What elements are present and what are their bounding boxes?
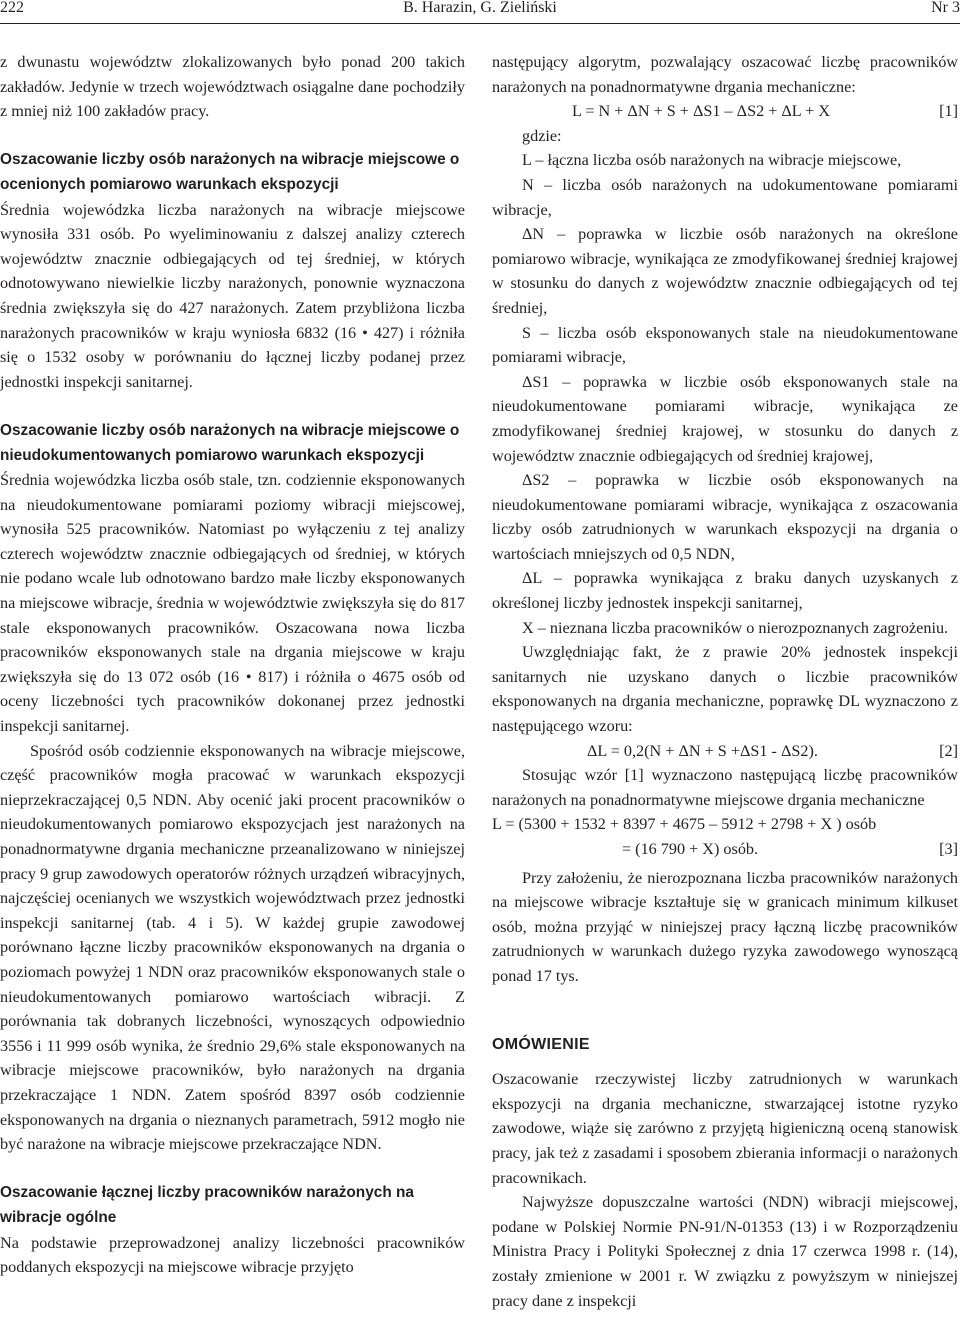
section-heading: Oszacowanie liczby osób narażonych na wibracje miejscowe o nieudokumentowanych pomiarowo warunkach ekspozycji <box>0 421 460 464</box>
definition-item: N – liczba osób narażonych na udokumentowane pomiarami wibracje, <box>492 175 958 219</box>
paragraph: Uwzględniając fakt, że z prawie 20% jednostek inspekcji sanitarnych nie uzyskano danych o liczbie pracowników eksponowanych na drgania mechaniczne, poprawkę DL wyznaczono z następującego wzoru: <box>492 643 958 736</box>
definition-item: L – łączna liczba osób narażonych na wibracje miejscowe, <box>522 151 902 170</box>
section-heading: Oszacowanie łącznej liczby pracowników narażonych na wibracje ogólne <box>0 1184 414 1226</box>
right-column <box>492 50 958 1313</box>
definition-item: X – nieznana liczba pracowników o nierozpoznanych zagrożeniu. <box>522 618 949 637</box>
definition-item: ΔL – poprawka wynikająca z braku danych uzyskanych z określonej liczby jednostek inspekcji sanitarnej, <box>492 569 958 613</box>
paragraph: Na podstawie przeprowadzonej analizy liczebności pracowników poddanych ekspozycji na miejscowe wibracje przyjęto <box>0 1233 465 1277</box>
equation-number: [1] <box>939 102 958 121</box>
header-rule <box>0 23 960 24</box>
paragraph: następujący algorytm, pozwalający oszacować liczbę pracowników narażonych na ponadnormatywne drgania mechaniczne: <box>492 53 958 96</box>
paragraph: z dwunastu województw zlokalizowanych było ponad 200 takich zakładów. Jedynie w trzech województwach osiągalne dane pochodziły z mniej niż 100 zakładów pracy. <box>0 53 465 121</box>
definition-item: ΔS2 – poprawka w liczbie osób eksponowanych na nieudokumentowane pomiarami wibracje, wynikająca z oszacowania liczby osób zatrudnionych w warunkach ekspozycji na drgania o wartościach mniejszych od 0,5 NDN, <box>492 471 958 563</box>
equation-number: [3] <box>939 840 958 858</box>
section-heading-discussion: OMÓWIENIE <box>492 1035 590 1053</box>
paragraph: Najwyższe dopuszczalne wartości (NDN) wibracji miejscowej, podane w Polskiej Normie PN-91/N-01353 (13) i w Rozporządzeniu Ministra Pracy i Polityki Społecznej z dnia 17 czerwca 1998 r. (14), zostały zmienione w 2001 r. W związku z powyższym w niniejszej pracy dane z inspekcji <box>492 1193 958 1310</box>
running-header <box>0 0 960 20</box>
section-heading: Oszacowanie liczby osób narażonych na wibracje miejscowe o ocenionych pomiarowo warunkach ekspozycji <box>0 151 460 193</box>
issue-number: Nr 3 <box>931 0 960 16</box>
equation-number: [2] <box>939 741 958 760</box>
definition-item: ΔS1 – poprawka w liczbie osób eksponowanych stale na nieudokumentowane pomiarami wibracje, wynikająca ze zmodyfikowanej średniej krajowej, w stosunku do danych z województw znacznie odbiegających od średniej krajowej, <box>492 372 958 465</box>
left-column <box>0 50 465 1280</box>
running-authors: B. Harazin, G. Zieliński <box>403 0 557 16</box>
page-number: 222 <box>0 0 24 16</box>
definition-item: S – liczba osób eksponowanych stale na nieudokumentowane pomiarami wibracje, <box>492 323 958 367</box>
paragraph: Przy założeniu, że nierozpoznana liczba pracowników narażonych na miejscowe wibracje kształtuje się w granicach minimum kilkuset osób, można przyjąć w niniejszej pracy łączną liczbę pracowników zatrudnionych w warunkach dużego ryzyka zawodowego wynoszącą ponad 17 tys. <box>492 868 958 985</box>
paragraph: Spośród osób codziennie eksponowanych na wibracje miejscowe, część pracowników mogła pracować w warunkach ekspozycji nieprzekraczającej 0,5 NDN. Aby ocenić jaki procent pracowników o nieudokumentowanych pomiarowo ekspozycjach jest narażonych na ponadnormatywne drgania mechaniczne przeanalizowano w niniejszej pracy 9 grup zawodowych operatorów różnych urządzeń wibracyjnych, najczęściej ocenianych we wszystkich województwach przez jednostki inspekcji sanitarnej (tab. 4 i 5). W każdej grupie zawodowej porównano łączne liczby pracowników eksponowanych na drgania o poziomach powyżej 1 NDN oraz pracowników eksponowanych stale o nieudokumentowanych pomiarowo wartościach wibracji. Z porównania tak dobranych liczebności, wynoszących odpowiednio 3556 i 11 999 osób wynika, że średnio 29,6% stale eksponowanych na wibracje miejscowe pracowników, było narażonych na drgania przekraczające 1 NDN. Zatem spośród 8397 osób codziennie eksponowanych na drgania o nieznanych parametrach, 5912 mogło nie być narażone na wibracje miejscowe przekraczające NDN. <box>0 741 465 1154</box>
equation-text: L = N + ΔN + S + ΔS1 – ΔS2 + ΔL + X <box>572 102 831 121</box>
paragraph: Stosując wzór [1] wyznaczono następującą liczbę pracowników narażonych na ponadnormatywne miejscowe drgania mechaniczne <box>492 766 958 809</box>
equation-text: ΔL = 0,2(N + ΔN + S +ΔS1 - ΔS2). <box>587 741 818 760</box>
definition-item: ΔN – poprawka w liczbie osób narażonych na określone pomiarowo wibracje, wynikająca ze zmodyfikowanej średniej krajowej w stosunku do danych z województw znacznie odbiegających od tej średniej, <box>492 225 958 317</box>
paragraph: Średnia wojewódzka liczba narażonych na wibracje miejscowe wynosiła 331 osób. Po wyeliminowaniu z dalszej analizy czterech województw znacznie odbiegających od tej średniej, w których odnotowywano niewielkie liczby narażonych, ponownie wyznaczona średnia zwiększyła się do 427 narażonych. Zatem przybliżona liczba narażonych pracowników w kraju wyniosła 6832 (16 • 427) i różniła się o 1532 osoby w porównaniu do łącznej liczby podanej przez jednostki inspekcji sanitarnej. <box>0 200 465 391</box>
equation-text-continued: = (16 790 + X) osób. <box>622 840 759 858</box>
where-label: gdzie: <box>522 126 562 145</box>
equation-3 <box>492 812 958 861</box>
paragraph: Oszacowanie rzeczywistej liczby zatrudnionych w warunkach ekspozycji na drgania mechaniczne, stwarzającej istotne ryzyko zawodowe, wiąże się zarówno z przyjętą higieniczną oceną stanowisk pracy, jak też z zasadami i sposobem zbierania informacji o narażonych pracownikach. <box>492 1070 958 1187</box>
equation-text: L = (5300 + 1532 + 8397 + 4675 – 5912 + 2798 + X ) osób <box>492 815 877 834</box>
paragraph: Średnia wojewódzka liczba osób stale, tzn. codziennie eksponowanych na nieudokumentowane pomiarami poziomy wibracji miejscowej, wynosiła 525 pracowników. Natomiast po wyłączeniu z tej analizy czterech województw znacznie odbiegających od średniej, w których nie podano wcale lub odnotowano bardzo małe liczby eksponowanych na miejscowe wibracje, średnia w województwie zwiększyła się do 817 stale eksponowanych pracowników. Oszacowana nowa liczba pracowników eksponowanych stale na drgania miejscowe w kraju zwiększyła się do 13 072 osób (16 • 817) i różniła o 4675 osób od oceny liczebności tych pracowników dokonanej przez jednostki inspekcji sanitarnej. <box>0 471 465 736</box>
equation-2 <box>492 739 958 764</box>
equation-1 <box>492 99 958 124</box>
